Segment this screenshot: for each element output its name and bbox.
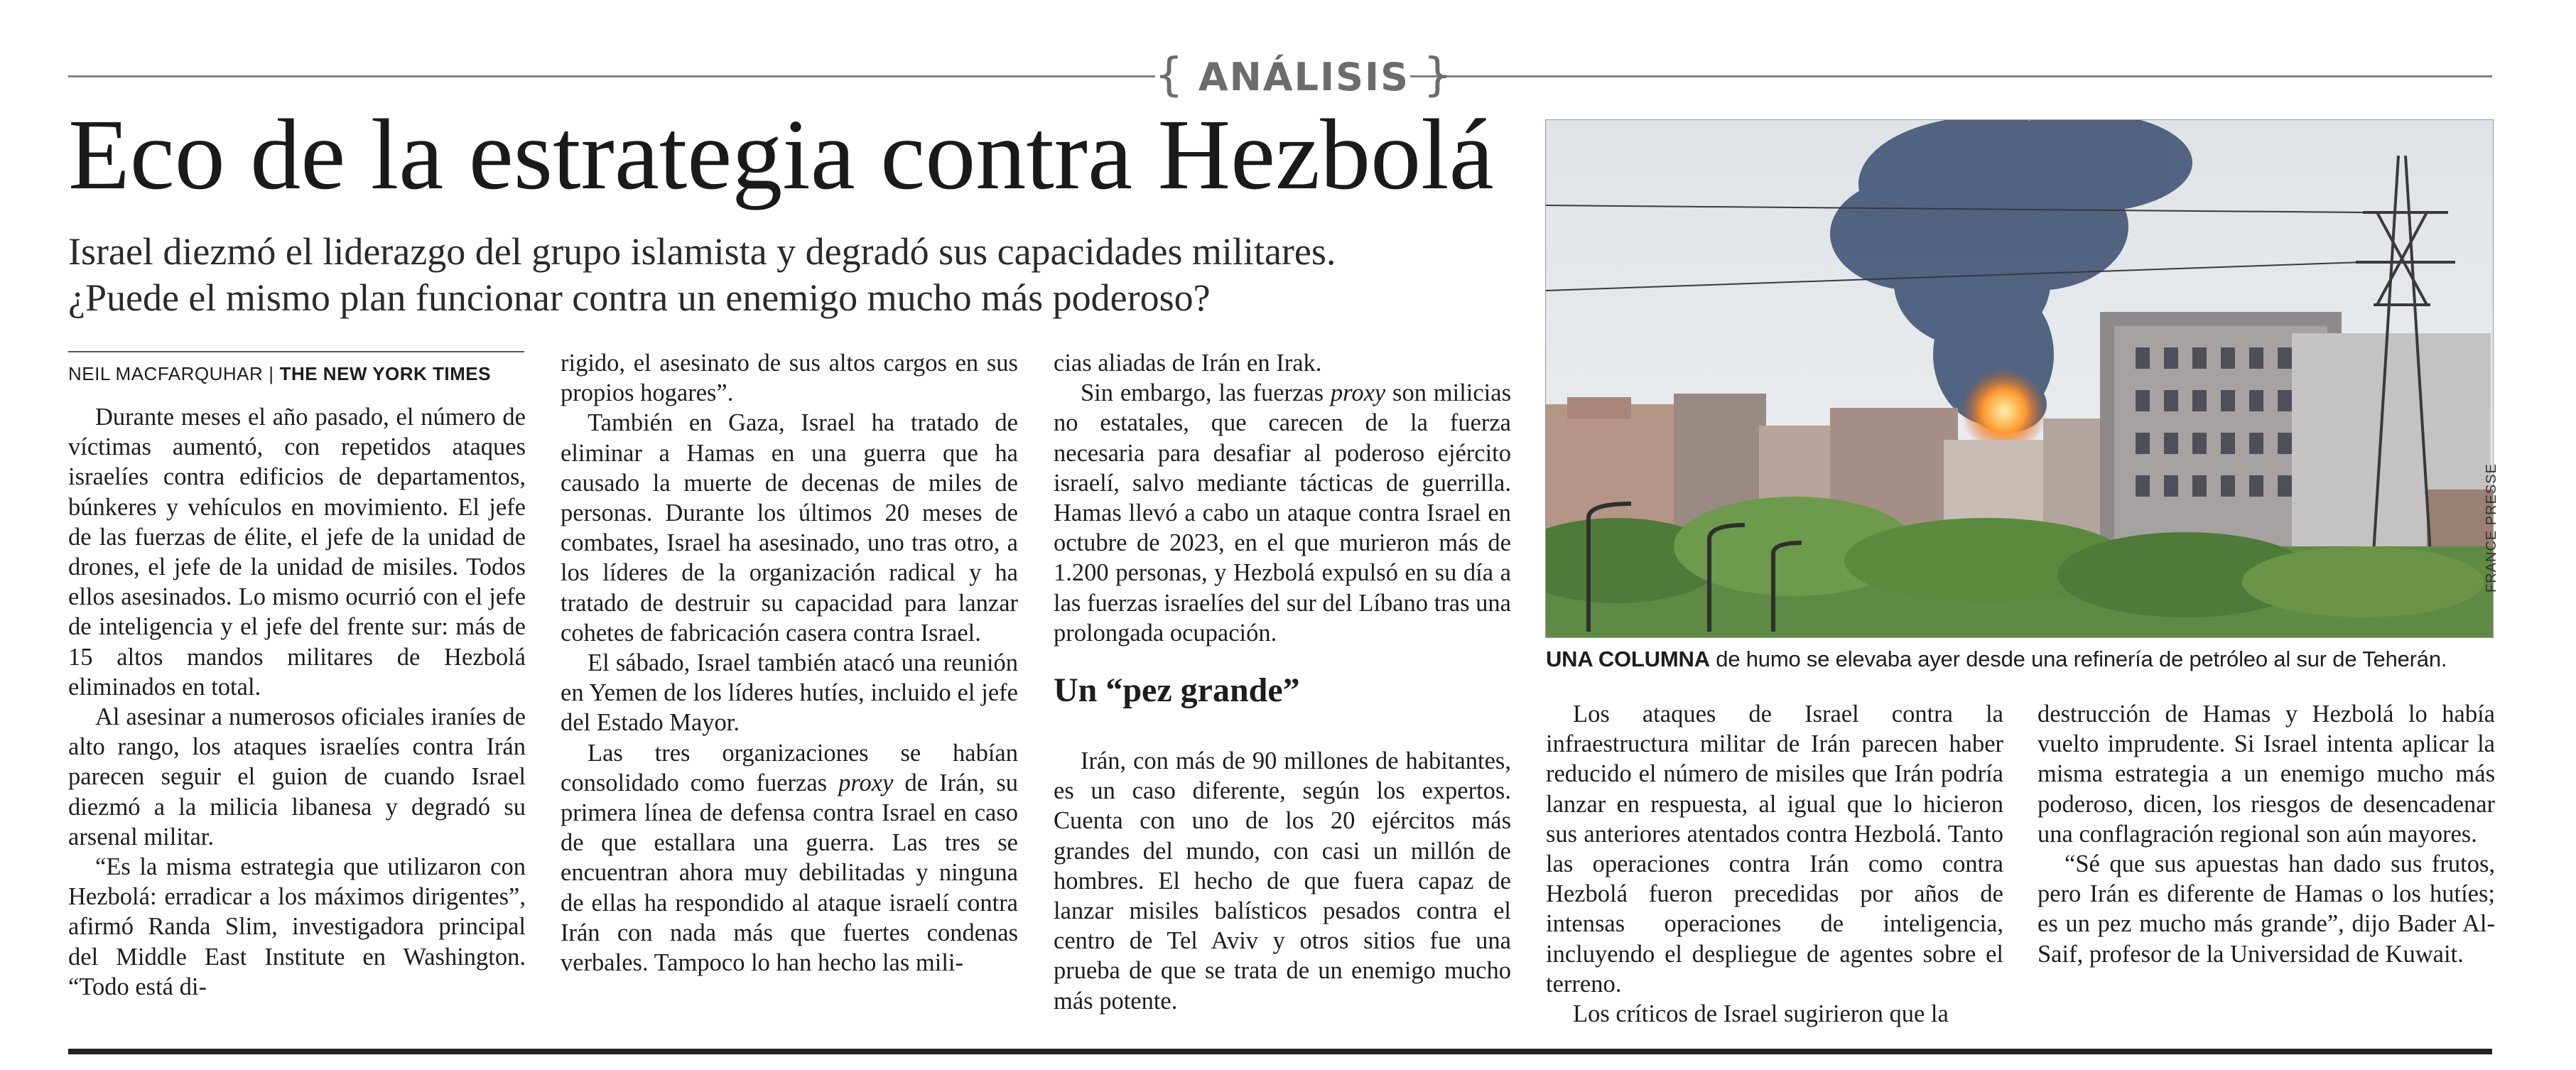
photo-credit: FRANCE PRESSE bbox=[2484, 463, 2499, 593]
paragraph: “Es la misma estrategia que utilizaron con Hezbolá: erradicar a los máximos dirigentes”, afirmó Randa Slim, investigadora principal del Middle East Institute en Washington. “Todo está di- bbox=[68, 853, 526, 1000]
kicker-close-brace: } bbox=[1423, 49, 1454, 102]
byline-rule bbox=[68, 351, 524, 352]
paragraph: “Sé que sus apuestas han dado sus frutos, pero Irán es diferente de Hamas o los hutíes; es un pez mucho más grande”, dijo Bader Al-Saif, profesor de la Universidad de Kuwait. bbox=[2037, 850, 2495, 968]
deck bbox=[68, 229, 1560, 321]
caption-text: de humo se elevaba ayer desde una refinería de petróleo al sur de Teherán. bbox=[1709, 647, 2447, 671]
deck-line-1: Israel diezmó el liderazgo del grupo islamista y degradó sus capacidades militares. bbox=[68, 230, 1336, 273]
photo-caption bbox=[1546, 643, 2498, 676]
kicker-rule-left bbox=[68, 75, 1155, 77]
kicker-rule-right bbox=[1410, 75, 2492, 77]
paragraph-continued: cias aliadas de Irán en Irak. bbox=[1054, 350, 1322, 377]
paragraph-continued: rigido, el asesinato de sus altos cargos en sus propios hogares”. bbox=[561, 350, 1018, 407]
byline-outlet: THE NEW YORK TIMES bbox=[279, 363, 491, 384]
bottom-rule bbox=[68, 1049, 2492, 1054]
paragraph: Sin embargo, las fuerzas proxy son milicias no estatales, que carecen de la fuerza necesaria para desafiar al poderoso ejército israelí, salvo mediante tácticas de guerrilla. Hamas llevó a cabo un ataque contra Israel en octubre de 2023, en el que murieron más de 1.200 personas, y Hezbolá expulsó en su día a las fuerzas israelíes del sur del Líbano tras una prolongada ocupación. bbox=[1054, 379, 1511, 647]
paragraph: Al asesinar a numerosos oficiales iraníes de alto rango, los ataques israelíes contra Irán parecen seguir el guion de cuando Israel diezmó a la milicia libanesa y degradó su arsenal militar. bbox=[68, 703, 526, 850]
paragraph: Las tres organizaciones se habían consolidado como fuerzas proxy de Irán, su primera línea de defensa contra Israel en caso de que estallara una guerra. Las tres se encuentran ahora muy debilitadas y ninguna de ellas ha respondido al ataque israelí contra Irán con nada más que fuertes condenas verbales. Tampoco lo han hecho las mili- bbox=[561, 739, 1018, 977]
paragraph: Los ataques de Israel contra la infraestructura militar de Irán parecen haber reducido el número de misiles que Irán podría lanzar en respuesta, al igual que lo hicieron sus anteriores atentados contra Hezbolá. Tanto las operaciones contra Irán como contra Hezbolá fueron precedidas por años de intensas operaciones de inteligencia, incluyendo el despliegue de agentes sobre el terreno. bbox=[1546, 701, 2003, 998]
kicker-open-brace: { bbox=[1154, 49, 1185, 102]
refinery-smoke-illustration bbox=[1546, 120, 2493, 637]
article-column-1 bbox=[68, 402, 526, 1002]
article-column-5 bbox=[2037, 699, 2495, 969]
byline bbox=[68, 361, 530, 387]
headline: Eco de la estrategia contra Hezbolá bbox=[68, 98, 1494, 210]
article-column-3 bbox=[1054, 348, 1511, 1016]
news-photo bbox=[1545, 119, 2494, 638]
caption-lead: UNA COLUMNA bbox=[1546, 647, 1710, 671]
paragraph: Irán, con más de 90 millones de habitantes, es un caso diferente, según los expertos. Cuenta con uno de los 20 ejércitos más grandes del mundo, con casi un millón de hombres. El hecho de que fuera capaz de lanzar misiles balísticos pesados contra el centro de Tel Aviv y otros sitios fue una prueba de que se trata de un enemigo mucho más potente. bbox=[1054, 747, 1511, 1015]
paragraph: Durante meses el año pasado, el número de víctimas aumentó, con repetidos ataques israelíes contra edificios de departamentos, búnkeres y vehículos en movimiento. El jefe de las fuerzas de élite, el jefe de la unidad de drones, el jefe de la unidad de misiles. Todos ellos asesinados. Lo mismo ocurrió con el jefe de inteligencia y el jefe del frente sur: más de 15 altos mandos militares de Hezbolá eliminados en total. bbox=[68, 404, 526, 701]
kicker-label: ANÁLISIS bbox=[1198, 55, 1410, 99]
paragraph: También en Gaza, Israel ha tratado de eliminar a Hamas en una guerra que ha causado la muerte de decenas de miles de personas. Durante los últimos 20 meses de combates, Israel ha asesinado, uno tras otro, a los líderes de la organización radical y ha tratado de destruir su capacidad para lanzar cohetes de fabricación casera contra Israel. bbox=[561, 409, 1018, 647]
paragraph: El sábado, Israel también atacó una reunión en Yemen de los líderes hutíes, incluido el jefe del Estado Mayor. bbox=[561, 649, 1018, 737]
byline-separator: | bbox=[269, 363, 274, 384]
paragraph: Los críticos de Israel sugirieron que la bbox=[1573, 1000, 1949, 1028]
byline-author: NEIL MACFARQUHAR bbox=[68, 363, 264, 384]
article-column-4 bbox=[1546, 699, 2003, 1029]
paragraph-continued: destrucción de Hamas y Hezbolá lo había vuelto imprudente. Si Israel intenta aplicar la misma estrategia a un enemigo mucho más poderoso, dicen, los riesgos de desencadenar una conflagración regional son aún mayores. bbox=[2037, 701, 2495, 848]
deck-line-2: ¿Puede el mismo plan funcionar contra un enemigo mucho más poderoso? bbox=[68, 276, 1211, 319]
article-column-2 bbox=[561, 348, 1018, 978]
subhead: Un “pez grande” bbox=[1054, 671, 1300, 710]
